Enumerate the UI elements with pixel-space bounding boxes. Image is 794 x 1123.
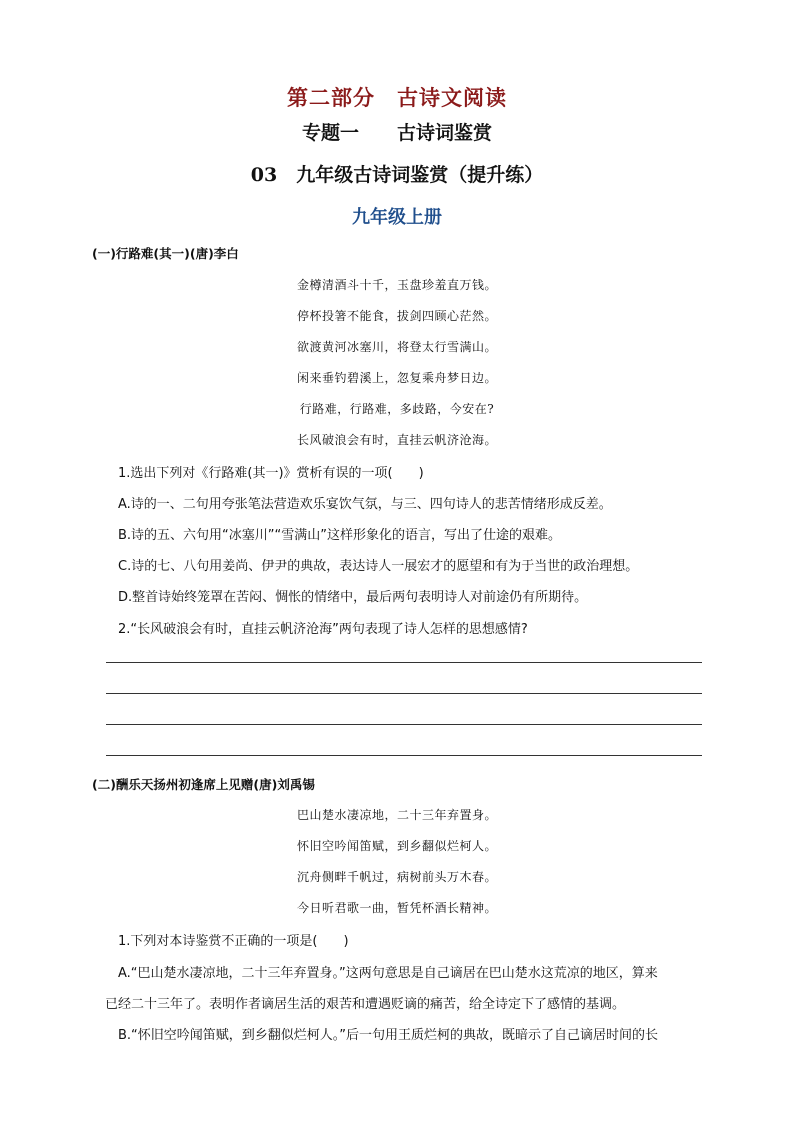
poem-line: 巴山楚水凄凉地，二十三年弃置身。 [296, 808, 497, 822]
option-b: B.诗的五、六句用“冰塞川”“雪满山”这样形象化的语言，写出了仕途的艰难。 [118, 528, 561, 543]
answer-line[interactable] [106, 662, 702, 663]
answer-line[interactable] [106, 693, 702, 694]
answer-line[interactable] [106, 755, 702, 756]
section2-option-a-line1: A.“巴山楚水凄凉地，二十三年弃置身。”这两句意思是自己谪居在巴山楚水这荒凉的地区，算来 [118, 966, 658, 981]
lesson-title: 03 九年级古诗词鉴赏（提升练） [250, 164, 544, 186]
poem-line: 今日听君歌一曲，暂凭杯酒长精神。 [296, 901, 497, 915]
section1-title: (一)行路难(其一)(唐)李白 [92, 246, 239, 261]
section2-question-1: 1.下列对本诗鉴赏不正确的一项是( ) [118, 934, 349, 949]
topic-title: 专题一 古诗词鉴赏 [301, 122, 492, 144]
section2-option-b-line1: B.“怀旧空吟闻笛赋，到乡翻似烂柯人。”后一句用王质烂柯的典故，既暗示了自己谪居时间的长 [118, 1028, 659, 1043]
part-title: 第二部分 古诗文阅读 [287, 85, 507, 110]
poem-line: 沉舟侧畔千帆过，病树前头万木春。 [296, 870, 497, 884]
question-1: 1.选出下列对《行路难(其一)》赏析有误的一项( ) [118, 466, 424, 481]
poem-line: 长风破浪会有时，直挂云帆济沧海。 [296, 433, 497, 447]
volume-title: 九年级上册 [352, 207, 442, 228]
poem-line: 怀旧空吟闻笛赋，到乡翻似烂柯人。 [296, 839, 497, 853]
option-d: D.整首诗始终笼罩在苦闷、惆怅的情绪中，最后两句表明诗人对前途仍有所期待。 [118, 590, 588, 605]
poem-line: 金樽清酒斗十千，玉盘珍羞直万钱。 [296, 278, 497, 292]
option-c: C.诗的七、八句用姜尚、伊尹的典故，表达诗人一展宏才的愿望和有为于当世的政治理想。 [118, 559, 639, 574]
section2-title: (二)酬乐天扬州初逢席上见赠(唐)刘禹锡 [92, 777, 315, 792]
question-2: 2.“长风破浪会有时，直挂云帆济沧海”两句表现了诗人怎样的思想感情? [118, 622, 528, 637]
poem-line: 闲来垂钓碧溪上，忽复乘舟梦日边。 [296, 371, 497, 385]
poem-line: 停杯投箸不能食，拔剑四顾心茫然。 [296, 309, 497, 323]
option-a: A.诗的一、二句用夸张笔法营造欢乐宴饮气氛，与三、四句诗人的悲苦情绪形成反差。 [118, 497, 612, 512]
section2-option-a-line2: 已经二十三年了。表明作者谪居生活的艰苦和遭遇贬谪的痛苦，给全诗定下了感情的基调。 [105, 997, 626, 1012]
answer-line[interactable] [106, 724, 702, 725]
poem-line: 欲渡黄河冰塞川，将登太行雪满山。 [296, 340, 497, 354]
poem-line: 行路难，行路难，多歧路，今安在? [299, 402, 495, 416]
